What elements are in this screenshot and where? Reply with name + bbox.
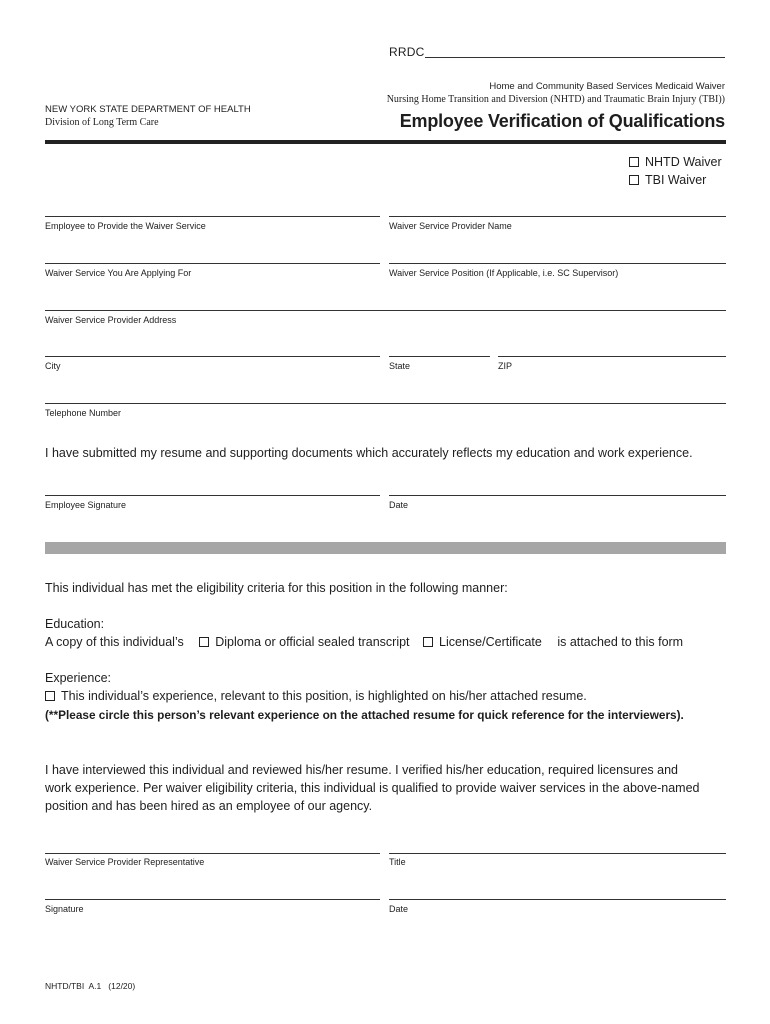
experience-note: (**Please circle this person’s relevant experience on the attached resume for quick reference for the interviewers). [45, 708, 684, 722]
signature-date-label: Date [389, 904, 409, 914]
employee-date-label: Date [389, 500, 409, 510]
zip-field[interactable] [498, 356, 726, 357]
employee-field[interactable] [45, 216, 380, 217]
education-heading: Education: [45, 617, 105, 631]
form-title: Employee Verification of Qualifications [399, 111, 725, 131]
tbi-waiver-label: TBI Waiver [645, 173, 707, 187]
service-position-label: Waiver Service Position (If Applicable, i.e. SC Supervisor) [389, 268, 619, 278]
service-applying-field[interactable] [45, 263, 380, 264]
rrdc-label: RRDC [389, 45, 425, 59]
interview-line-2: work experience. Per waiver eligibility criteria, this individual is qualified to provide waiver services in the above-named [45, 781, 700, 795]
program-line: Home and Community Based Services Medicaid Waiver [489, 81, 725, 92]
signature-date-field[interactable] [389, 899, 726, 900]
eligibility-statement: This individual has met the eligibility criteria for this position in the following manner: [45, 581, 508, 595]
title-label: Title [389, 857, 406, 867]
submitted-statement: I have submitted my resume and supporting documents which accurately reflects my education and work experience. [45, 446, 693, 460]
signature-field[interactable] [45, 899, 380, 900]
provider-name-field[interactable] [389, 216, 726, 217]
diploma-label: Diploma or official sealed transcript [215, 635, 410, 649]
service-applying-label: Waiver Service You Are Applying For [45, 268, 192, 278]
employee-signature-label: Employee Signature [45, 500, 127, 510]
education-prefix: A copy of this individual’s [45, 635, 184, 649]
zip-label: ZIP [498, 361, 513, 371]
education-suffix: is attached to this form [557, 635, 684, 649]
license-checkbox[interactable] [423, 637, 433, 647]
form-code: NHTD/TBI A.1 (12/20) [45, 981, 136, 991]
state-label: State [389, 361, 411, 371]
tbi-waiver-checkbox[interactable] [629, 175, 639, 185]
interview-line-1: I have interviewed this individual and reviewed his/her resume. I verified his/her education, required licensures and [45, 763, 678, 777]
representative-field[interactable] [45, 853, 380, 854]
experience-checkbox[interactable] [45, 691, 55, 701]
nhtd-waiver-label: NHTD Waiver [645, 155, 722, 169]
city-field[interactable] [45, 356, 380, 357]
experience-heading: Experience: [45, 671, 112, 685]
telephone-field[interactable] [45, 403, 726, 404]
diploma-checkbox[interactable] [199, 637, 209, 647]
telephone-label: Telephone Number [45, 408, 122, 418]
experience-label: This individual’s experience, relevant to this position, is highlighted on his/her attached resume. [61, 689, 587, 703]
header-rule [45, 140, 726, 144]
interview-line-3: position and has been hired as an employee of our agency. [45, 799, 373, 813]
provider-address-field[interactable] [45, 310, 726, 311]
department-name: NEW YORK STATE DEPARTMENT OF HEALTH [45, 104, 251, 115]
provider-address-label: Waiver Service Provider Address [45, 315, 177, 325]
state-field[interactable] [389, 356, 490, 357]
representative-label: Waiver Service Provider Representative [45, 857, 205, 867]
title-field[interactable] [389, 853, 726, 854]
signature-label: Signature [45, 904, 84, 914]
city-label: City [45, 361, 61, 371]
service-position-field[interactable] [389, 263, 726, 264]
education-line [45, 635, 683, 649]
nhtd-waiver-option[interactable] [629, 155, 722, 169]
waiver-line: Nursing Home Transition and Diversion (NHTD) and Traumatic Brain Injury (TBI)) [386, 94, 725, 105]
license-label: License/Certificate [439, 635, 542, 649]
employee-signature-field[interactable] [45, 495, 380, 496]
employee-date-field[interactable] [389, 495, 726, 496]
employee-label: Employee to Provide the Waiver Service [45, 221, 206, 231]
nhtd-waiver-checkbox[interactable] [629, 157, 639, 167]
section-divider [45, 542, 726, 554]
experience-line [45, 689, 587, 703]
rrdc-input-line[interactable] [425, 57, 725, 58]
division-name: Division of Long Term Care [45, 117, 159, 128]
tbi-waiver-option[interactable] [629, 173, 706, 187]
provider-name-label: Waiver Service Provider Name [389, 221, 512, 231]
